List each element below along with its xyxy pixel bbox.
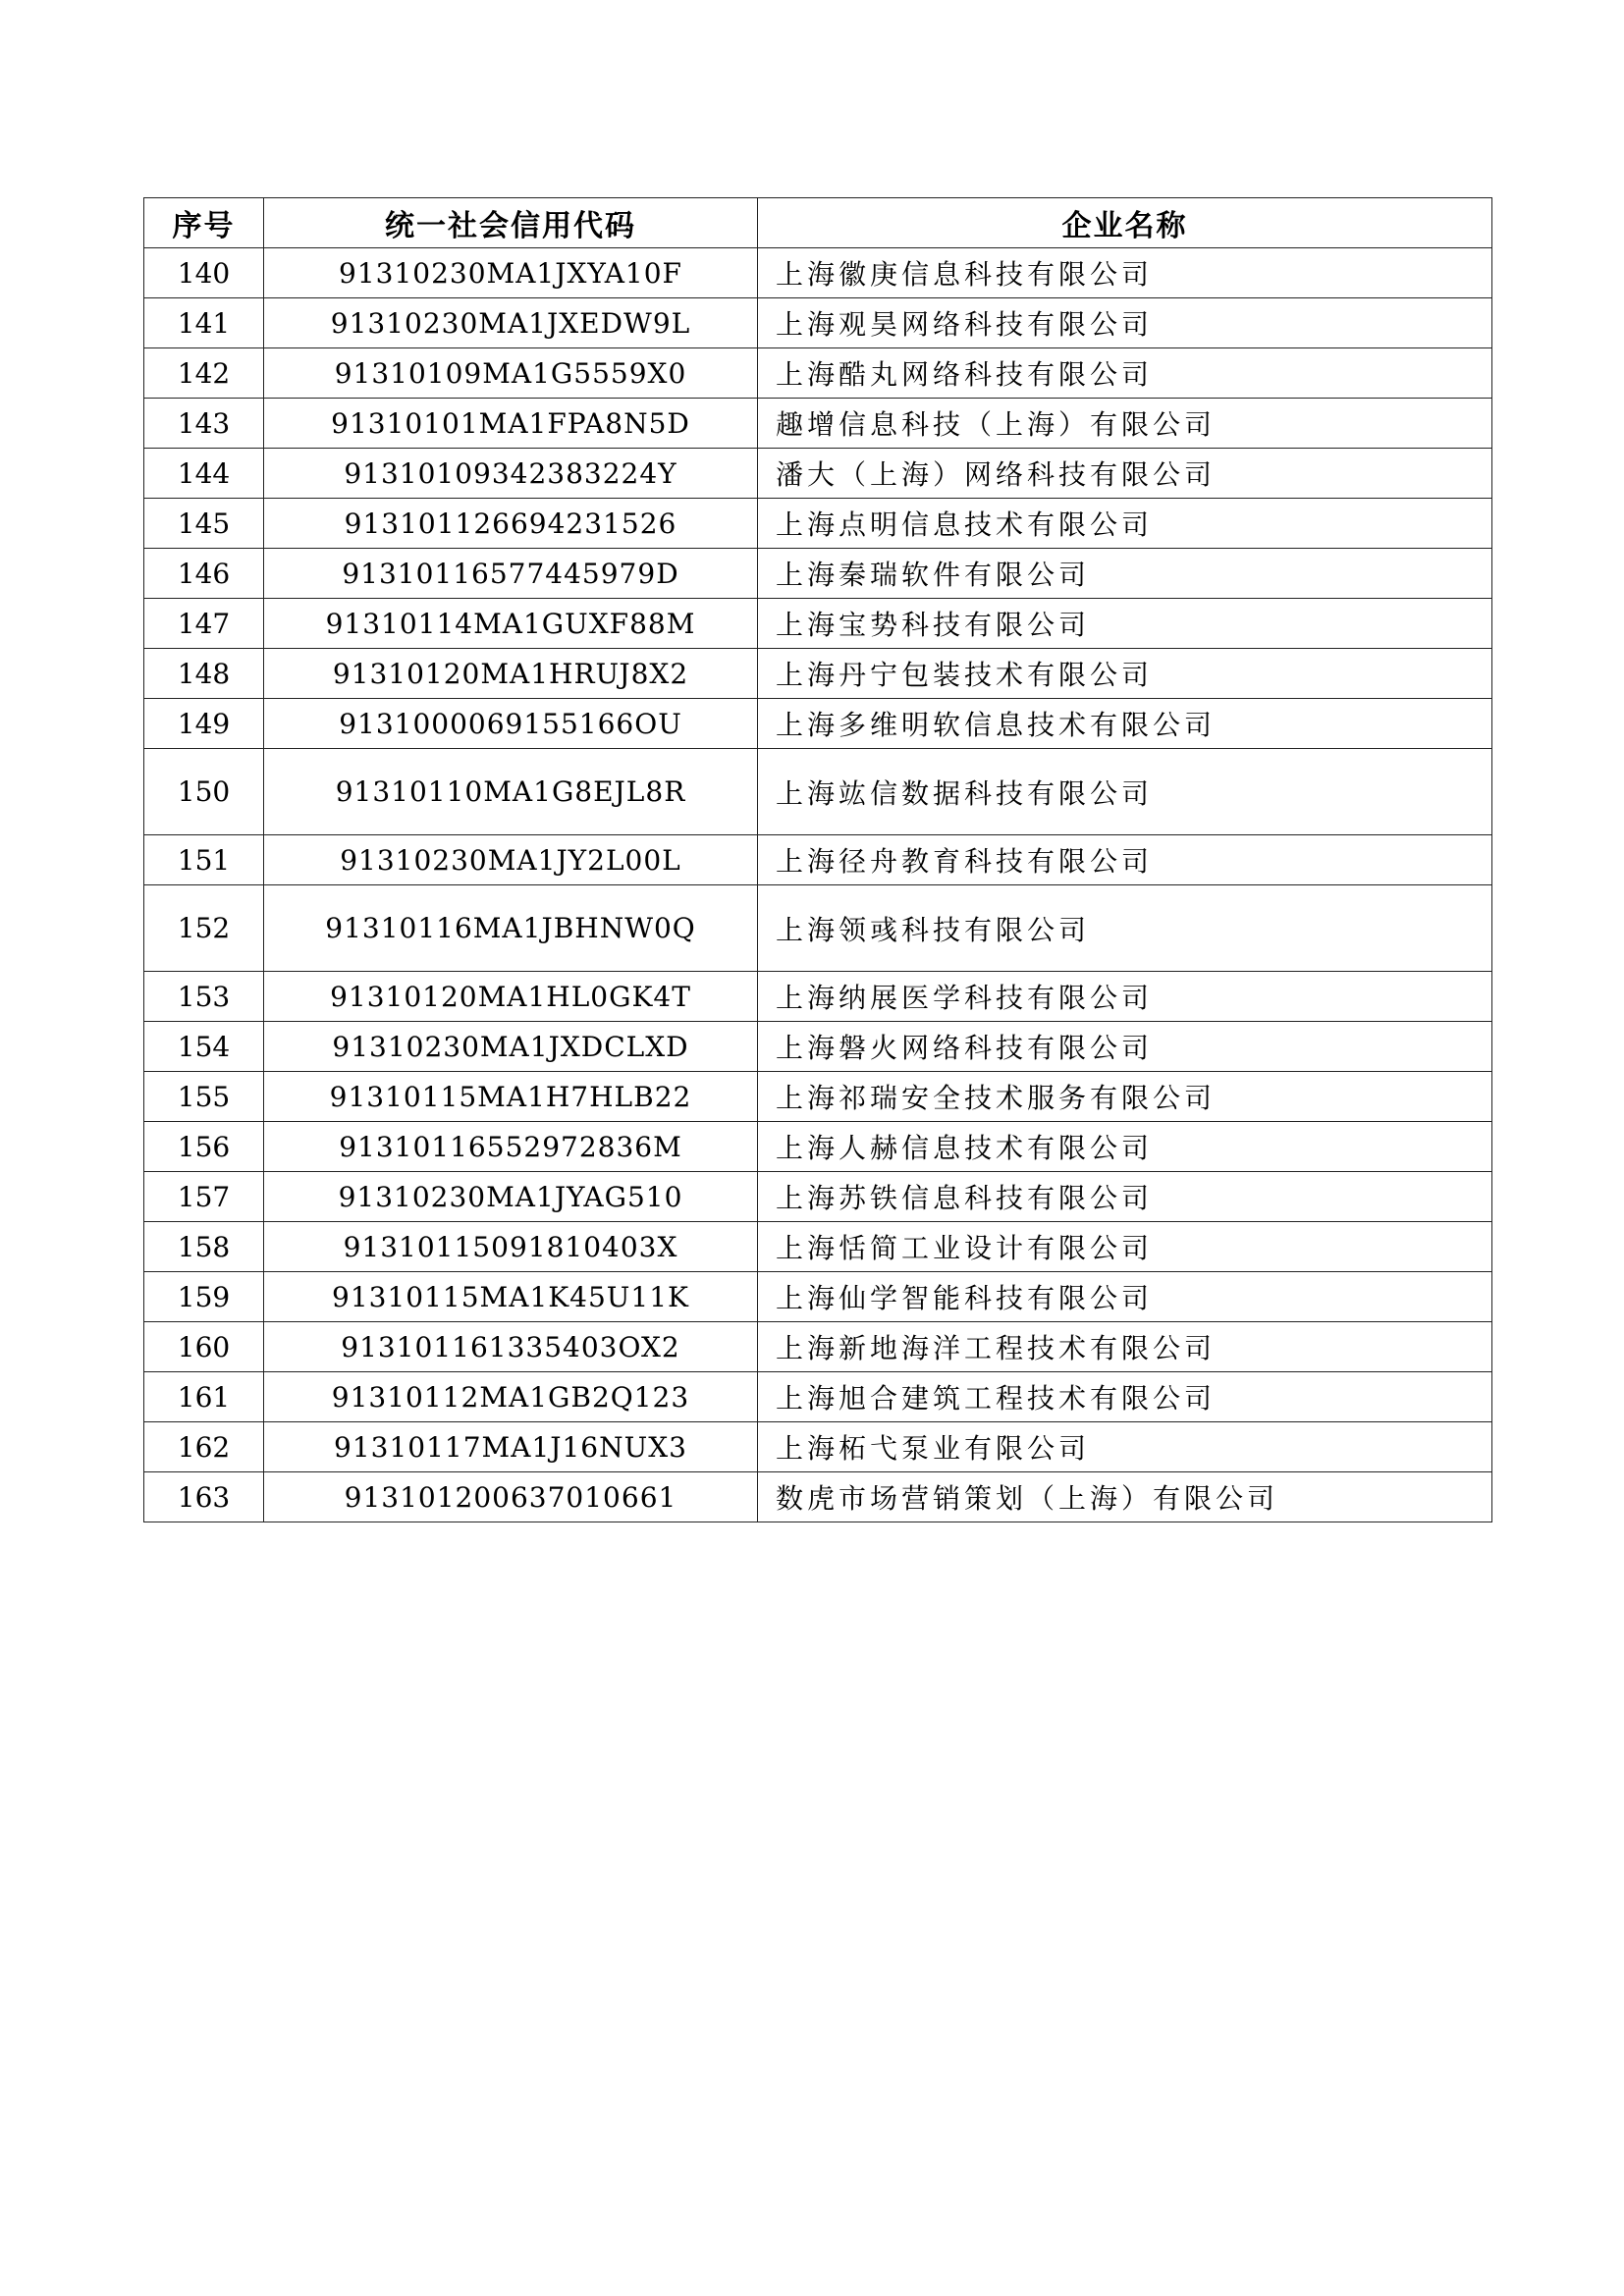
row-number: 156 bbox=[144, 1122, 264, 1172]
row-number: 145 bbox=[144, 499, 264, 549]
row-number: 147 bbox=[144, 599, 264, 649]
table-row bbox=[144, 1222, 1492, 1272]
table-row bbox=[144, 599, 1492, 649]
company-name-cell: 上海多维明软信息技术有限公司 bbox=[758, 699, 1492, 749]
row-number: 141 bbox=[144, 298, 264, 348]
company-name-cell: 上海祁瑞安全技术服务有限公司 bbox=[758, 1072, 1492, 1122]
row-number: 157 bbox=[144, 1172, 264, 1222]
credit-code-cell: 91310109342383224Y bbox=[264, 449, 758, 499]
company-name-cell: 上海恬简工业设计有限公司 bbox=[758, 1222, 1492, 1272]
header-company-name: 企业名称 bbox=[758, 198, 1492, 248]
company-name-cell: 趣增信息科技（上海）有限公司 bbox=[758, 399, 1492, 449]
row-number: 148 bbox=[144, 649, 264, 699]
credit-code-cell: 91310115MA1H7HLB22 bbox=[264, 1072, 758, 1122]
table-row bbox=[144, 1322, 1492, 1372]
row-number: 152 bbox=[144, 885, 264, 972]
header-row bbox=[144, 198, 1492, 248]
credit-code-cell: 91310230MA1JXYA10F bbox=[264, 248, 758, 298]
credit-code-cell: 91310110MA1G8EJL8R bbox=[264, 749, 758, 835]
table-row bbox=[144, 649, 1492, 699]
row-number: 140 bbox=[144, 248, 264, 298]
credit-code-cell: 91310230MA1JYAG510 bbox=[264, 1172, 758, 1222]
credit-code-cell: 91310230MA1JXEDW9L bbox=[264, 298, 758, 348]
row-number: 143 bbox=[144, 399, 264, 449]
row-number: 149 bbox=[144, 699, 264, 749]
credit-code-cell: 91310114MA1GUXF88M bbox=[264, 599, 758, 649]
table-row bbox=[144, 499, 1492, 549]
table-header bbox=[144, 198, 1492, 248]
credit-code-cell: 91310101MA1FPA8N5D bbox=[264, 399, 758, 449]
credit-code-cell: 9131000069155166OU bbox=[264, 699, 758, 749]
company-name-cell: 上海苏铁信息科技有限公司 bbox=[758, 1172, 1492, 1222]
credit-code-cell: 91310115MA1K45U11K bbox=[264, 1272, 758, 1322]
company-name-cell: 上海柘弋泵业有限公司 bbox=[758, 1422, 1492, 1472]
row-number: 150 bbox=[144, 749, 264, 835]
credit-code-cell: 913101161335403OX2 bbox=[264, 1322, 758, 1372]
company-name-cell: 上海观昊网络科技有限公司 bbox=[758, 298, 1492, 348]
company-name-cell: 数虎市场营销策划（上海）有限公司 bbox=[758, 1472, 1492, 1522]
company-name-cell: 上海徽庚信息科技有限公司 bbox=[758, 248, 1492, 298]
credit-code-cell: 91310109MA1G5559X0 bbox=[264, 348, 758, 399]
company-name-cell: 上海秦瑞软件有限公司 bbox=[758, 549, 1492, 599]
table-body bbox=[144, 248, 1492, 1522]
table-row bbox=[144, 399, 1492, 449]
company-name-cell: 上海旭合建筑工程技术有限公司 bbox=[758, 1372, 1492, 1422]
header-no: 序号 bbox=[144, 198, 264, 248]
company-name-cell: 上海磐火网络科技有限公司 bbox=[758, 1022, 1492, 1072]
credit-code-cell: 913101126694231526 bbox=[264, 499, 758, 549]
table-row bbox=[144, 1372, 1492, 1422]
company-name-cell: 上海新地海洋工程技术有限公司 bbox=[758, 1322, 1492, 1372]
company-name-cell: 潘大（上海）网络科技有限公司 bbox=[758, 449, 1492, 499]
row-number: 146 bbox=[144, 549, 264, 599]
row-number: 161 bbox=[144, 1372, 264, 1422]
company-name-cell: 上海纳展医学科技有限公司 bbox=[758, 972, 1492, 1022]
company-name-cell: 上海宝势科技有限公司 bbox=[758, 599, 1492, 649]
row-number: 160 bbox=[144, 1322, 264, 1372]
table-row bbox=[144, 885, 1492, 972]
table-row bbox=[144, 1472, 1492, 1522]
row-number: 142 bbox=[144, 348, 264, 399]
row-number: 163 bbox=[144, 1472, 264, 1522]
table-row bbox=[144, 248, 1492, 298]
company-name-cell: 上海丹宁包装技术有限公司 bbox=[758, 649, 1492, 699]
credit-code-cell: 91310112MA1GB2Q123 bbox=[264, 1372, 758, 1422]
table-row bbox=[144, 1022, 1492, 1072]
table-row bbox=[144, 699, 1492, 749]
credit-code-cell: 91310230MA1JY2L00L bbox=[264, 835, 758, 885]
table-row bbox=[144, 972, 1492, 1022]
row-number: 153 bbox=[144, 972, 264, 1022]
company-name-cell: 上海领彧科技有限公司 bbox=[758, 885, 1492, 972]
credit-code-cell: 91310120MA1HL0GK4T bbox=[264, 972, 758, 1022]
company-name-cell: 上海径舟教育科技有限公司 bbox=[758, 835, 1492, 885]
table-row bbox=[144, 1422, 1492, 1472]
company-name-cell: 上海酷丸网络科技有限公司 bbox=[758, 348, 1492, 399]
row-number: 158 bbox=[144, 1222, 264, 1272]
table-row bbox=[144, 1072, 1492, 1122]
company-name-cell: 上海仙学智能科技有限公司 bbox=[758, 1272, 1492, 1322]
row-number: 155 bbox=[144, 1072, 264, 1122]
table-row bbox=[144, 549, 1492, 599]
credit-code-cell: 913101200637010661 bbox=[264, 1472, 758, 1522]
table-row bbox=[144, 348, 1492, 399]
company-name-cell: 上海竑信数据科技有限公司 bbox=[758, 749, 1492, 835]
table-row bbox=[144, 749, 1492, 835]
company-name-cell: 上海点明信息技术有限公司 bbox=[758, 499, 1492, 549]
row-number: 154 bbox=[144, 1022, 264, 1072]
row-number: 159 bbox=[144, 1272, 264, 1322]
credit-code-cell: 91310115091810403X bbox=[264, 1222, 758, 1272]
table-row bbox=[144, 1122, 1492, 1172]
table-row bbox=[144, 449, 1492, 499]
credit-code-cell: 91310230MA1JXDCLXD bbox=[264, 1022, 758, 1072]
credit-code-cell: 91310116552972836M bbox=[264, 1122, 758, 1172]
row-number: 162 bbox=[144, 1422, 264, 1472]
credit-code-cell: 91310120MA1HRUJ8X2 bbox=[264, 649, 758, 699]
credit-code-cell: 91310117MA1J16NUX3 bbox=[264, 1422, 758, 1472]
credit-code-cell: 91310116MA1JBHNW0Q bbox=[264, 885, 758, 972]
row-number: 144 bbox=[144, 449, 264, 499]
enterprise-table bbox=[143, 197, 1492, 1522]
table-row bbox=[144, 1172, 1492, 1222]
row-number: 151 bbox=[144, 835, 264, 885]
credit-code-cell: 91310116577445979D bbox=[264, 549, 758, 599]
table-row bbox=[144, 835, 1492, 885]
header-credit-code: 统一社会信用代码 bbox=[264, 198, 758, 248]
table-row bbox=[144, 298, 1492, 348]
table-row bbox=[144, 1272, 1492, 1322]
company-name-cell: 上海人赫信息技术有限公司 bbox=[758, 1122, 1492, 1172]
